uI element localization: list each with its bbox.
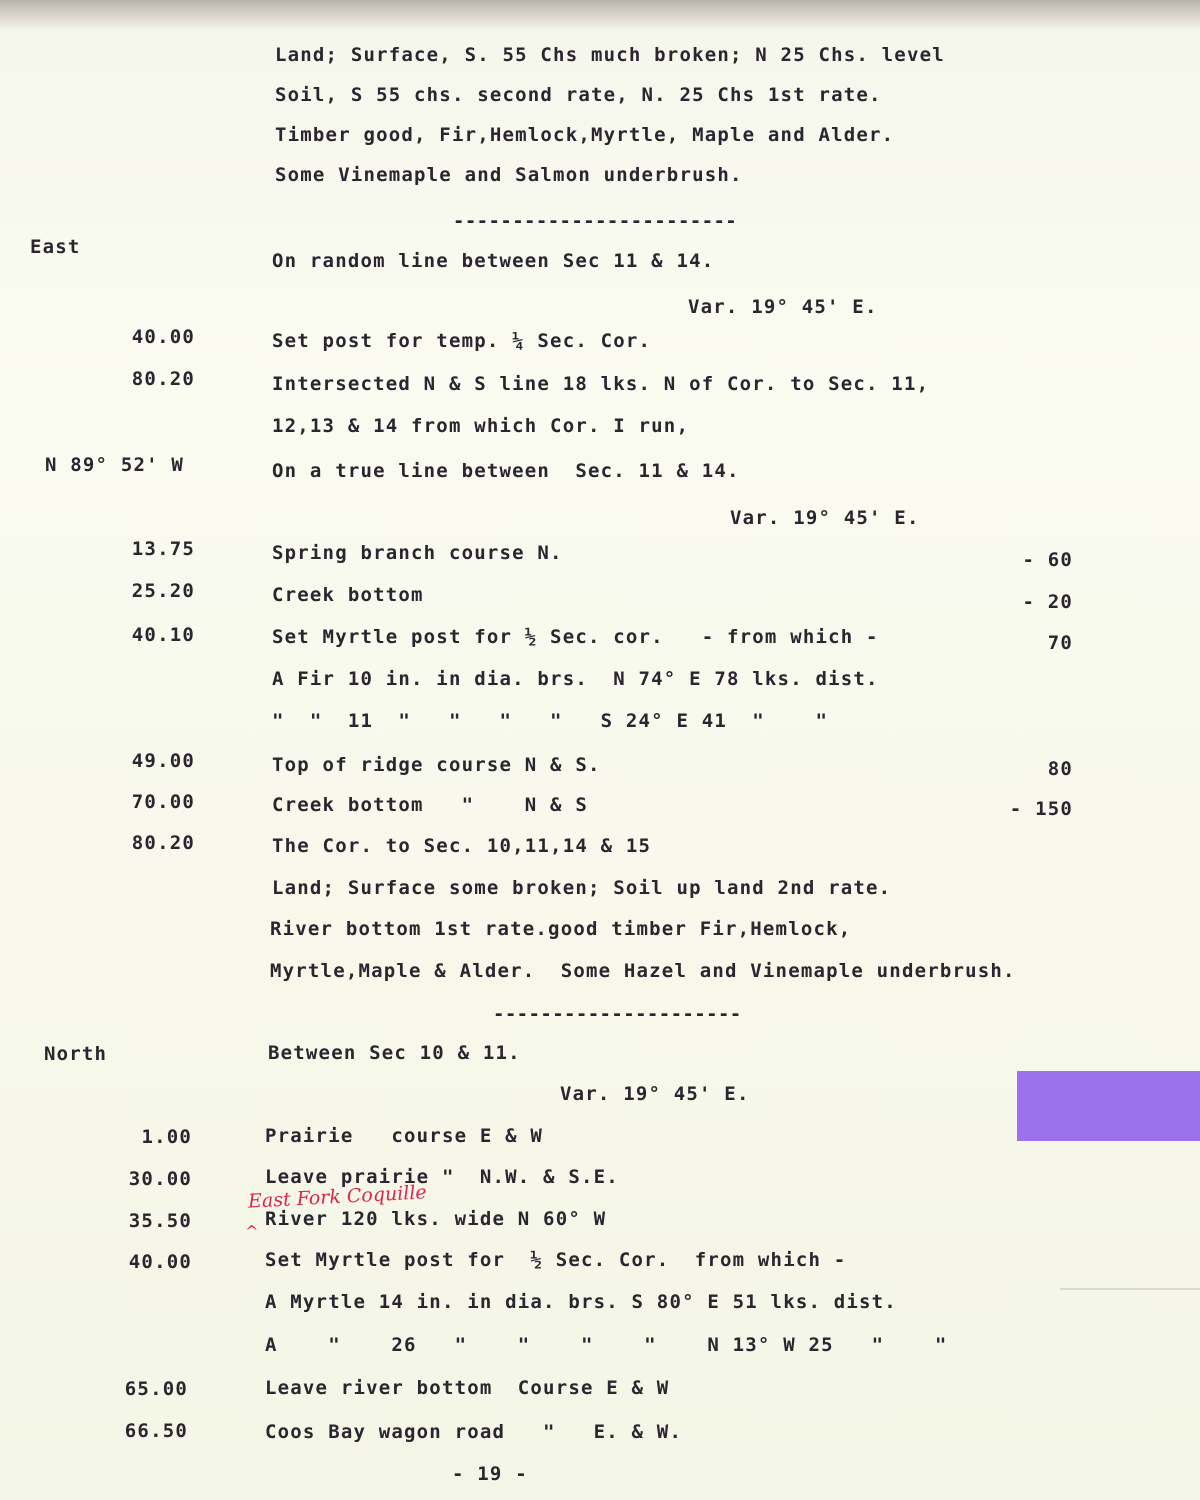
bearing-label: N 89° 52' W [45,454,185,476]
chain-distance: 25.20 [131,580,195,602]
entry-text: The Cor. to Sec. 10,11,14 & 15 [272,835,652,857]
chain-distance: 70.00 [131,791,195,813]
direction-label: East [30,236,81,258]
purple-tab-marker [1017,1071,1200,1141]
entry-text: Leave prairie " N.W. & S.E. [265,1166,619,1188]
entry-text: Spring branch course N. [272,542,563,564]
section-heading: On random line between Sec 11 & 14. [272,250,715,272]
entry-text: Set Myrtle post for ½ Sec. cor. - from which - [272,626,879,648]
chain-distance: 49.00 [131,750,195,772]
description-line: Myrtle,Maple & Alder. Some Hazel and Vinemaple underbrush. [270,960,1016,982]
text-line: Soil, S 55 chs. second rate, N. 25 Chs 1st rate. [275,84,882,106]
chain-distance: 66.50 [124,1420,188,1442]
chain-distance: 65.00 [124,1378,188,1400]
entry-text: A Myrtle 14 in. in dia. brs. S 80° E 51 lks. dist. [265,1291,897,1313]
chain-distance: 40.10 [131,624,195,646]
chain-distance: 80.20 [131,368,195,390]
description-line: Land; Surface some broken; Soil up land 2nd rate. [272,877,892,899]
text-line: Timber good, Fir,Hemlock,Myrtle, Maple and Alder. [275,124,895,146]
chain-distance: 1.00 [141,1126,192,1148]
entry-text: Creek bottom [272,584,424,606]
entry-text: " " 11 " " " " S 24° E 41 " " [272,710,829,732]
chain-distance: 35.50 [128,1210,192,1232]
insertion-caret: ^ [245,1222,259,1241]
chain-distance: 40.00 [131,326,195,348]
elevation-value: - 150 [1009,798,1073,820]
entry-text: A " 26 " " " " N 13° W 25 " " [265,1334,948,1356]
entry-text: Prairie course E & W [265,1125,544,1147]
entry-text: Coos Bay wagon road " E. & W. [265,1421,683,1443]
elevation-value: - 20 [1022,591,1073,613]
entry-text: A Fir 10 in. in dia. brs. N 74° E 78 lks. dist. [272,668,879,690]
variation-label: Var. 19° 45' E. [560,1083,750,1105]
direction-label: North [44,1043,108,1065]
text-line: Some Vinemaple and Salmon underbrush. [275,164,743,186]
separator-line: --------------------- [493,1003,742,1025]
entry-text: Set Myrtle post for ½ Sec. Cor. from which - [265,1249,847,1271]
chain-distance: 30.00 [128,1168,192,1190]
section-heading: Between Sec 10 & 11. [268,1042,521,1064]
entry-text: Intersected N & S line 18 lks. N of Cor. to Sec. 11, [272,373,930,395]
separator-line: ------------------------ [453,210,738,232]
chain-distance: 80.20 [131,832,195,854]
entry-text: Creek bottom " N & S [272,794,588,816]
paper-tear-edge [1060,1258,1200,1290]
entry-text: Top of ridge course N & S. [272,754,601,776]
entry-text: River 120 lks. wide N 60° W [265,1208,607,1230]
section-heading: On a true line between Sec. 11 & 14. [272,460,740,482]
entry-text: 12,13 & 14 from which Cor. I run, [272,415,690,437]
chain-distance: 40.00 [128,1251,192,1273]
page-top-shadow [0,0,1200,30]
handwritten-annotation: East Fork Coquille [247,1181,428,1213]
variation-label: Var. 19° 45' E. [730,507,920,529]
elevation-value: - 60 [1022,549,1073,571]
entry-text: Leave river bottom Course E & W [265,1377,670,1399]
text-line: Land; Surface, S. 55 Chs much broken; N 25 Chs. level [275,44,945,66]
chain-distance: 13.75 [131,538,195,560]
description-line: River bottom 1st rate.good timber Fir,Hemlock, [270,918,852,940]
page-number: - 19 - [452,1463,528,1485]
elevation-value: 80 [1047,758,1073,780]
entry-text: Set post for temp. ¼ Sec. Cor. [272,330,652,352]
elevation-value: 70 [1047,632,1073,654]
variation-label: Var. 19° 45' E. [688,296,878,318]
